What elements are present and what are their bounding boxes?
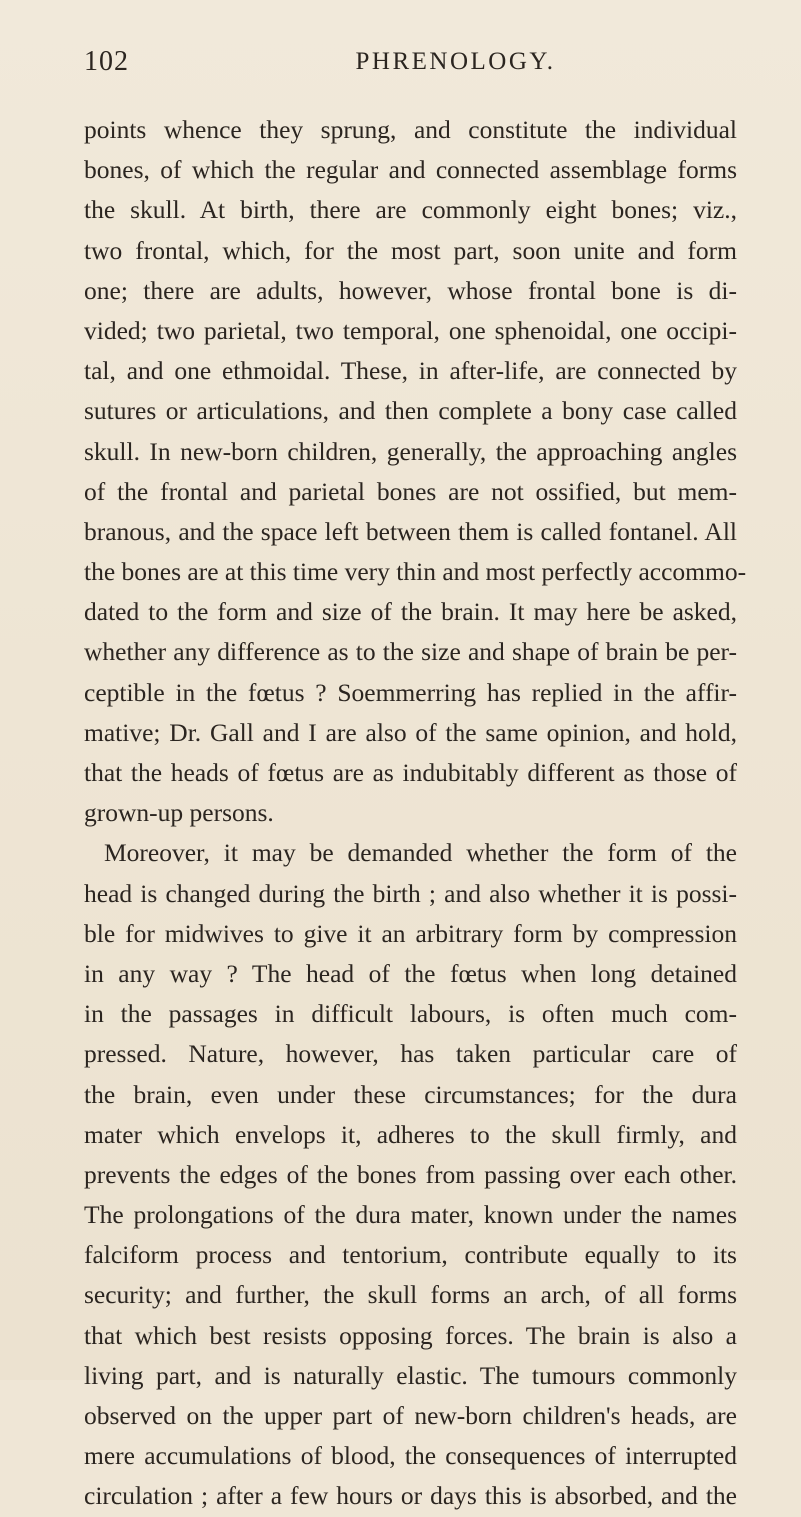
running-title: PHRENOLOGY. <box>355 48 556 75</box>
text-line: the bones are at this time very thin and most perfectly accommo- <box>84 557 747 587</box>
text-line: two frontal, which, for the most part, soon unite and form <box>84 235 737 265</box>
text-line: sutures or articulations, and then complete a bony case called <box>84 396 737 426</box>
text-line: one; there are adults, however, whose frontal bone is di- <box>84 275 737 305</box>
text-line: falciform process and tentorium, contribute equally to its <box>84 1240 737 1270</box>
text-line: in any way ? The head of the fœtus when long detained <box>84 958 737 988</box>
text-line: The prolongations of the dura mater, known under the names <box>84 1200 737 1230</box>
text-line: the skull. At birth, there are commonly eight bones; viz., <box>84 195 737 225</box>
text-line: head is changed during the birth ; and also whether it is possi- <box>84 878 737 908</box>
text-line: dated to the form and size of the brain. It may here be asked, <box>84 597 737 627</box>
text-line: in the passages in difficult labours, is often much com- <box>84 999 737 1029</box>
text-line: that which best resists opposing forces. The brain is also a <box>84 1320 737 1350</box>
text-line: skull. In new-born children, generally, the approaching angles <box>84 436 737 466</box>
text-line: grown-up persons. <box>84 798 274 828</box>
text-line: ceptible in the fœtus ? Soemmerring has replied in the affir- <box>84 677 737 707</box>
text-line: vided; two parietal, two temporal, one sphenoidal, one occipi- <box>84 315 737 345</box>
text-line: ble for midwives to give it an arbitrary form by compression <box>84 918 737 948</box>
text-line: of the frontal and parietal bones are not ossified, but mem- <box>84 476 737 506</box>
text-line: whether any difference as to the size and shape of brain be per- <box>84 637 737 667</box>
text-line: that the heads of fœtus are as indubitably different as those of <box>84 758 737 787</box>
text-line: the brain, even under these circumstances; for the dura <box>84 1079 737 1109</box>
text-line: points whence they sprung, and constitute the individual <box>84 115 737 144</box>
text-line: mative; Dr. Gall and I are also of the same opinion, and hold, <box>84 717 737 747</box>
page-number: 102 <box>84 46 129 77</box>
text-line: security; and further, the skull forms an arch, of all forms <box>84 1280 737 1310</box>
text-line: mere accumulations of blood, the consequences of interrupted <box>84 1441 737 1471</box>
text-line: observed on the upper part of new-born children's heads, are <box>84 1401 737 1430</box>
text-line: circulation ; after a few hours or days this is absorbed, and the <box>84 1481 737 1511</box>
text-line: pressed. Nature, however, has taken particular care of <box>84 1039 737 1069</box>
text-line: tal, and one ethmoidal. These, in after-life, are connected by <box>84 356 737 386</box>
running-head <box>84 46 737 86</box>
text-line: prevents the edges of the bones from passing over each other. <box>84 1159 737 1189</box>
text-line: branous, and the space left between them is called fontanel. All <box>84 516 737 546</box>
text-line: Moreover, it may be demanded whether the form of the <box>104 838 737 868</box>
body-text <box>84 110 747 1517</box>
text-line: bones, of which the regular and connected assemblage forms <box>84 155 737 185</box>
text-line: living part, and is naturally elastic. The tumours commonly <box>84 1360 737 1390</box>
text-line: mater which envelops it, adheres to the skull firmly, and <box>84 1119 737 1149</box>
